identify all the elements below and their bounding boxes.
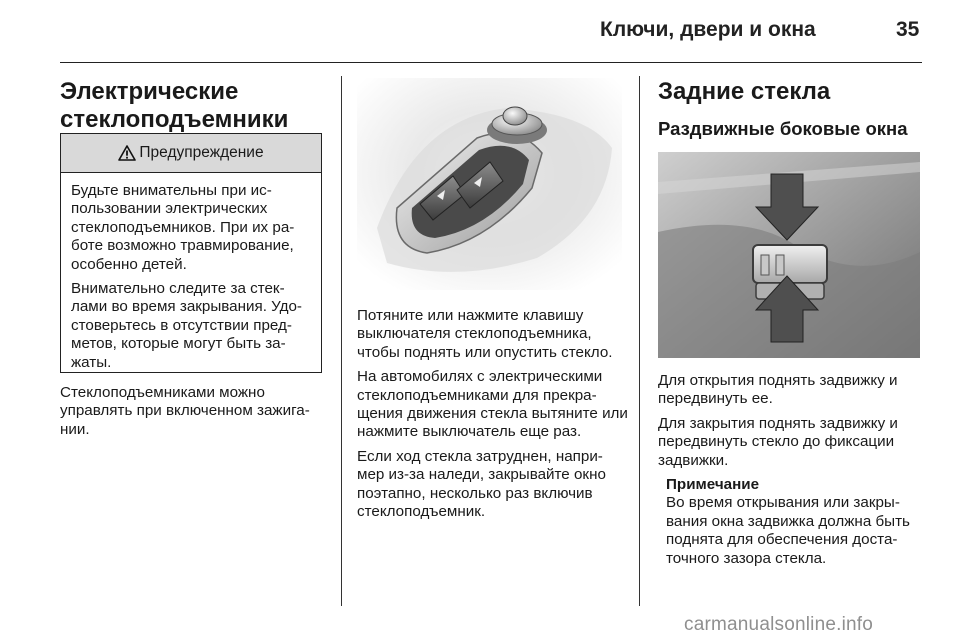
ignition-note — [60, 384, 332, 445]
section-heading-power-windows: Электрические стеклоподъемники — [60, 78, 289, 133]
section-title: Ключи, двери и окна — [600, 18, 816, 41]
watermark: carmanualsonline.info — [684, 614, 874, 635]
body-paragraph: Для закрытия поднять задвижку и передвинуть стекло до фиксации задвижки. — [658, 414, 898, 469]
warning-paragraph: Будьте внимательны при ис-пользовании электрических стеклоподъемников. При их ра-боте возможно травмирование, особенно детей. — [71, 182, 295, 273]
body-paragraph: Потяните или нажмите клавишу выключателя стеклоподъемника, чтобы поднять или опустить стекло. — [357, 307, 613, 361]
body-paragraph: Если ход стекла затруднен, напри-мер из-за наледи, закрывайте окно поэтапно, несколько раз включив стеклоподъемник. — [357, 447, 606, 521]
column-divider — [639, 76, 640, 606]
column2-text — [357, 307, 629, 527]
header-rule — [60, 62, 922, 63]
column-divider — [341, 76, 342, 606]
note-block — [666, 476, 928, 568]
warning-title: Предупреждение — [139, 144, 264, 161]
note-text: Во время открывания или закры-вания окна задвижка должна быть поднята для обеспечения доста-точного зазора стекла. — [666, 494, 910, 567]
warning-box — [60, 133, 322, 373]
warning-triangle-icon — [118, 145, 136, 161]
column3-text — [658, 372, 928, 568]
warning-paragraph: Внимательно следите за стек-лами во время закрывания. Удо-стоверьтесь в отсутствии пред-метов, которые могут быть за-жаты. — [71, 280, 302, 371]
page-number: 35 — [896, 18, 920, 41]
window-switch-illustration — [357, 78, 622, 290]
warning-body — [71, 182, 316, 378]
section-heading-rear-windows: Задние стекла — [658, 78, 831, 105]
body-paragraph: Стеклоподъемниками можно управлять при включенном зажига-нии. — [60, 384, 310, 438]
note-title: Примечание — [666, 476, 760, 494]
subheading-sliding-windows: Раздвижные боковые окна — [658, 118, 908, 139]
warning-header — [61, 134, 321, 173]
body-paragraph: Для открытия поднять задвижку и передвинуть ее. — [658, 372, 898, 408]
sliding-window-latch-illustration — [658, 152, 920, 358]
body-paragraph: На автомобилях с электрическими стеклоподъемниками для прекра-щения движения стекла вытяните или нажмите выключатель еще раз. — [357, 368, 628, 441]
